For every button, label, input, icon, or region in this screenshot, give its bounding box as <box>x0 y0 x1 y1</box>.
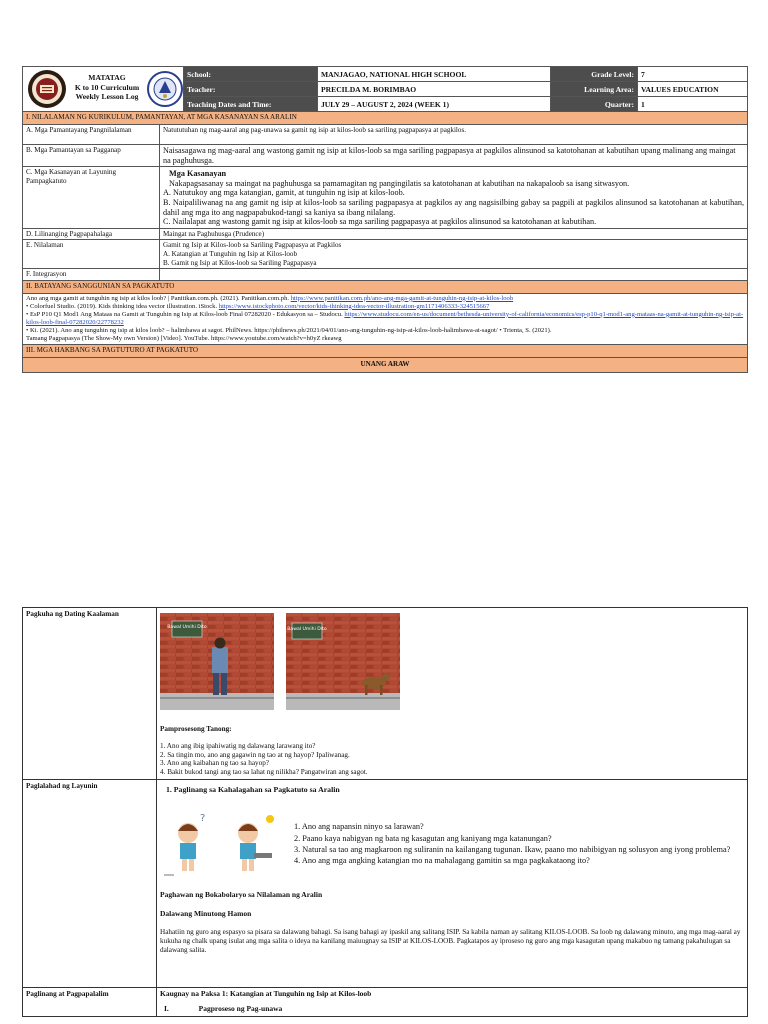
dog-wall-image <box>286 613 400 710</box>
ref3-text: • EsP P10 Q1 Mod1 Ang Mataas na Gamit at Tunguhin ng Isip at Kilos-loob Final 07282020 - Edukasyon sa – Studocu. <box>26 310 343 318</box>
r3-sub-number: I. <box>164 1003 169 1013</box>
r2-body <box>160 809 744 879</box>
vocab-heading: Paghawan ng Bokabolaryo sa Nilalaman ng Aralin <box>160 889 323 899</box>
reference-1 <box>26 295 744 303</box>
r2-question-1: 1. Ano ang napansin ninyo sa larawan? <box>294 821 424 831</box>
e-label: E. Nilalaman <box>23 240 160 269</box>
lower-table <box>22 607 748 1017</box>
ref1-link[interactable]: https://www.panitikan.com.ph/ano-ang-mga-gamit-at-tunguhin-ng-isip-at-kilos-loob <box>290 294 514 302</box>
b-value: Naisasagawa ng mag-aaral ang wastong gamit ng isip at kilos-loob sa mga sariling pagpapasya at pagkilos alinsunod sa katotohanan at kabutihan upang malinang ang maingat na paghuhusga. <box>160 145 748 167</box>
sign-text-1: Bawal Umihi Dito <box>167 625 207 630</box>
c-item-c: C. Nailalapat ang wastong gamit ng isip at kilos-loob sa mga sariling pagpapasya at pagkilos alinsunod sa katotohanan at kabutihan. <box>163 217 597 227</box>
row3-content <box>157 987 748 1016</box>
e-line3: B. Gamit ng Isip at Kilos-loob sa Sariling Pagpapasya <box>163 258 317 267</box>
logo-title: MATATAG <box>88 73 126 82</box>
reference-3 <box>26 311 744 327</box>
dates-label: Teaching Dates and Time: <box>184 97 318 112</box>
d-label: D. Lilinanging Pagpapahalaga <box>23 228 160 240</box>
logo-text <box>67 73 147 102</box>
r2-question-2: 2. Paano kaya nabigyan ng bata ng kasagutan ang kaniyang mga katanungan? <box>294 833 552 843</box>
r2-heading: 1. Paglinang sa Kahalagahan sa Pagkatuto sa Aralin <box>166 784 340 794</box>
question-list <box>160 742 744 777</box>
picture-pair <box>160 613 744 711</box>
reference-2 <box>26 303 744 311</box>
area-label: Learning Area: <box>551 82 638 97</box>
c-value <box>160 167 748 229</box>
a-label: A. Mga Pamantayang Pangnilalaman <box>23 125 160 145</box>
c-item-b: B. Naipaliliwanag na ang gamit ng isip at kilos-loob sa sariling pagpapasya at pagkilos ay ang nagsisilbing gabay sa pagpili at pagkilos alinsunod sa katotohanan at kabutihan, dahil ang mga ito ang nagpapabukod-tangi sa kaniya sa ibang nilalang. <box>163 197 744 217</box>
ref2-link[interactable]: https://www.istockphoto.com/vector/kids-thinking-idea-vector-illustration-gm1171406333-324515667 <box>218 302 490 310</box>
matatag-seal-icon <box>27 69 67 109</box>
row2-label: Paglalahad ng Layunin <box>23 779 157 987</box>
header-table <box>22 66 748 112</box>
thinking-kids-illustration <box>160 809 288 879</box>
d-value: Maingat na Paghuhusga (Prudence) <box>160 228 748 240</box>
ref2-text: • Colorfuel Studio. (2019). Kids thinking idea vector illustration. iStock. <box>26 302 218 310</box>
r2-question-3: 3. Natural sa tao ang magkaroon ng suliranin na kailangang tugunan. Ikaw, paano mo nabibigyan ng solusyon ang iyong problema? <box>294 844 731 854</box>
question-3: 3. Ano ang kaibahan ng tao sa hayop? <box>160 759 269 768</box>
picture-man-wall <box>160 613 274 710</box>
question-4: 4. Bakit bukod tangi ang tao sa lahat ng nilikha? Pangatwiran ang sagot. <box>160 768 368 777</box>
day-title: UNANG ARAW <box>23 357 748 372</box>
picture-dog-wall <box>286 613 400 710</box>
row1-content <box>157 608 748 780</box>
r3-subheading <box>160 1005 744 1014</box>
logo-cell <box>23 67 184 112</box>
q-heading: Pamprosesong Tanong: <box>160 725 232 733</box>
deped-seal-icon <box>147 71 183 107</box>
grade-label: Grade Level: <box>551 67 638 82</box>
school-value: MANJAGAO, NATIONAL HIGH SCHOOL <box>318 67 551 82</box>
a-value: Natututuhan ng mag-aaral ang pag-unawa sa gamit ng isip at kilos-loob sa sariling pagpapasya at pagkilos. <box>160 125 748 145</box>
r2-question-4: 4. Ano ang mga angking katangian mo na mahalagang gamitin sa mga pagkakataong ito? <box>294 855 590 865</box>
c-item-a: A. Natutukoy ang mga katangian, gamit, at tunguhin ng isip at kilos-loob. <box>163 188 405 198</box>
grade-value: 7 <box>638 67 748 82</box>
logo-line3: Weekly Lesson Log <box>75 92 139 101</box>
ref1-text: Ano ang mga gamit at tunguhin ng isip at kilos loob? | Panitikan.com.ph. (2021). Panitikan.com.ph. <box>26 294 290 302</box>
question-1: 1. Ano ang ibig ipahiwatig ng dalawang larawang ito? <box>160 741 316 750</box>
dates-value: JULY 29 – AUGUST 2, 2024 (WEEK 1) <box>318 97 551 112</box>
section3-title: III. MGA HAKBANG SA PAGTUTURO AT PAGKATUTO <box>23 344 748 357</box>
section1-title: I. NILALAMAN NG KURIKULUM, PAMANTAYAN, AT MGA KASANAYAN SA ARALIN <box>23 112 748 125</box>
c-label: C. Mga Kasanayan at Layuning Pampagkatuto <box>23 167 160 229</box>
r3-heading: Kaugnay na Paksa 1: Katangian at Tunguhin ng Isip at Kilos-loob <box>160 988 372 998</box>
c-heading: Mga Kasanayan <box>169 169 227 179</box>
references <box>23 293 748 344</box>
c-intro: Nakapagsasanay sa maingat na paghuhusga sa pamamagitan ng pangingilatis sa katotohanan at kabutihan na nakapaloob sa isang sitwasyon. <box>169 178 630 188</box>
row1-label: Pagkuha ng Dating Kaalaman <box>23 608 157 780</box>
area-value: VALUES EDUCATION <box>638 82 748 97</box>
f-value <box>160 269 748 281</box>
svg-text:?: ? <box>200 812 206 824</box>
r2-question-list <box>294 821 744 879</box>
r3-sub-title: Pagproseso ng Pag-unawa <box>198 1003 283 1013</box>
reference-4: • Ki. (2021). Ano ang tunguhin ng isip at kilos loob? – halimbawa at sagot. PhilNews. https://philnews.ph/2021/04/01/ano-ang-tunguhin-ng-isip-at-kilos-loob-halimbawa-at-sagot/ • Trienta, S. (2021). <box>26 326 552 334</box>
row2-content <box>157 779 748 987</box>
teacher-label: Teacher: <box>184 82 318 97</box>
f-label: F. Integrasyon <box>23 269 160 281</box>
teacher-value: PRECILDA M. BORIMBAO <box>318 82 551 97</box>
reference-5: Tamang Pagpapasya (The Show-My own Version) [Video]. YouTube. https://www.youtube.com/watch?v=h0yZ rkeawg <box>26 334 342 342</box>
section2-title: II. BATAYANG SANGGUNIAN SA PAGKATUTO <box>23 280 748 293</box>
row3-label: Paglinang at Pagpapalalim <box>23 987 157 1016</box>
quarter-value: 1 <box>638 97 748 112</box>
e-value <box>160 240 748 269</box>
quarter-label: Quarter: <box>551 97 638 112</box>
b-label: B. Mga Pamantayan sa Pagganap <box>23 145 160 167</box>
school-label: School: <box>184 67 318 82</box>
logo-line2: K to 10 Curriculum <box>74 82 140 92</box>
man-wall-image <box>160 613 274 710</box>
main-table <box>22 111 748 373</box>
challenge-text: Hahatiin ng guro ang espasyo sa pisara sa dalawang bahagi. Sa isang bahagi ay ipaskil ang salitang ISIP. Sa kabila naman ay salitang KILOS-LOOB. Sa loob ng dalawang minuto, ang mga mag-aaral ay kukuha ng chalk upang isulat ang mga salita o ideya na kanilang maiuugnay sa ISIP at KILOS-LOOB. Pagkatapos ay iproseso ng guro ang mga kasagutan upang makabuo ng tamang pakahulugan sa dalawang salita. <box>160 928 741 954</box>
sign-text-2: Bawal Umihi Dito <box>287 627 327 632</box>
question-2: 2. Sa tingin mo, ano ang gagawin ng tao at ng hayop? Ipaliwanag. <box>160 750 350 759</box>
e-line1: Gamit ng Isip at Kilos-loob sa Sariling Pagpapasya at Pagkilos <box>163 241 342 250</box>
e-line2: A. Katangian at Tunguhin ng Isip at Kilos-loob <box>163 249 297 258</box>
challenge-heading: Dalawang Minutong Hamon <box>160 908 252 918</box>
thinking-kids-icon <box>160 809 288 879</box>
ref3-link[interactable]: https://www.studocu.com/en-us/document/bethesda-university-of-california/economics/esp-p10-q1-mod1-ang-mataas-na-gamit-at-tunguhin-ng-isip-at-kilos-loob-final-07282020/22778232 <box>26 310 744 326</box>
